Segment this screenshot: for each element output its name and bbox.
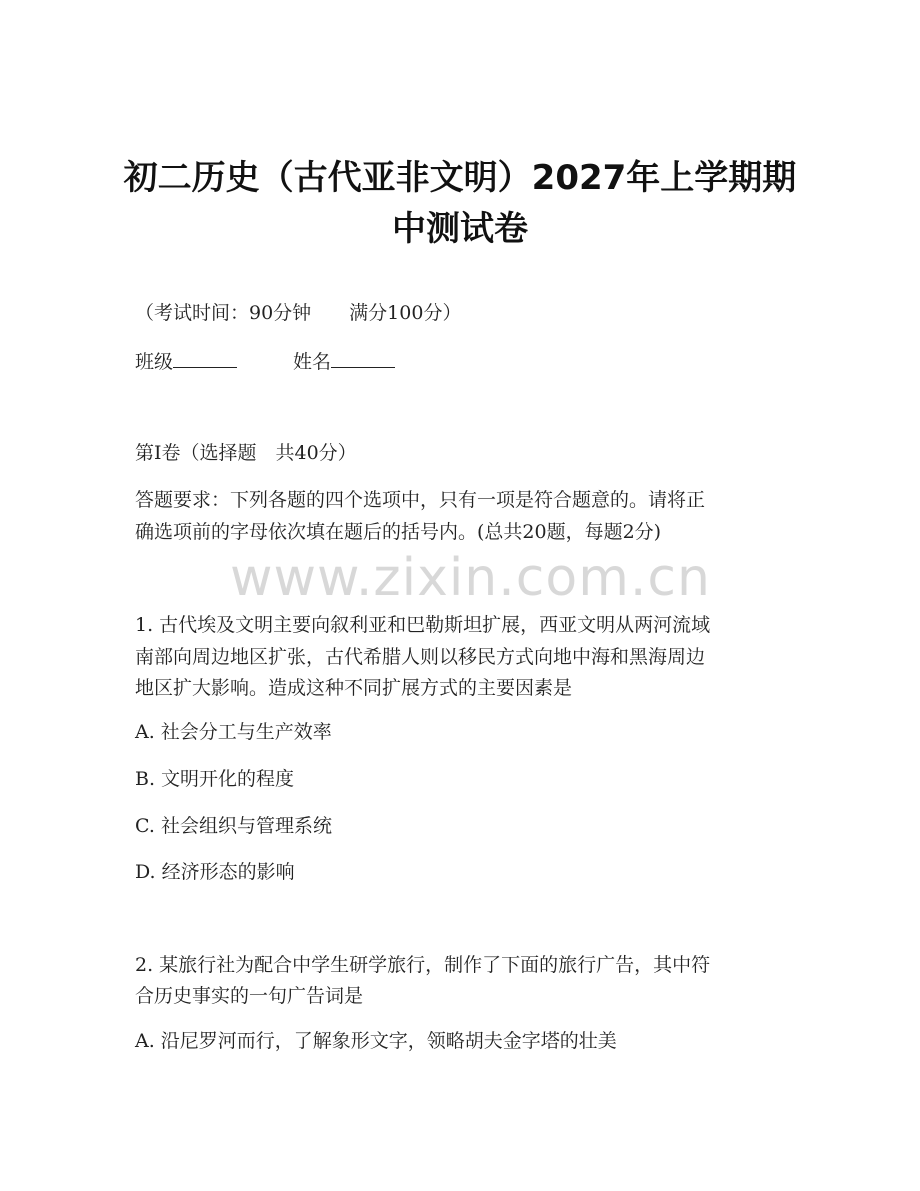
class-blank[interactable] <box>173 347 237 368</box>
question-1-stem-line-2: 南部向周边地区扩张，古代希腊人则以移民方式向地中海和黑海周边 <box>135 646 706 668</box>
name-label: 姓名 <box>293 351 332 373</box>
instructions-line-2: 确选项前的字母依次填在题后的括号内。(总共20题，每题2分) <box>135 521 662 543</box>
question-1-option-a: A. 社会分工与生产效率 <box>135 721 332 743</box>
name-blank[interactable] <box>331 347 395 368</box>
question-1-option-b: B. 文明开化的程度 <box>135 768 295 790</box>
class-label: 班级 <box>135 351 174 373</box>
question-1-stem-line-3: 地区扩大影响。造成这种不同扩展方式的主要因素是 <box>135 677 573 699</box>
question-1-stem-line-1: 1. 古代埃及文明主要向叙利亚和巴勒斯坦扩展，西亚文明从两河流域 <box>135 614 711 636</box>
watermark: www.zixin.com.cn <box>230 548 711 608</box>
question-2-stem-line-1: 2. 某旅行社为配合中学生研学旅行，制作了下面的旅行广告，其中符 <box>135 954 711 976</box>
exam-info: （考试时间：90分钟 满分100分） <box>135 302 462 324</box>
question-1-option-d: D. 经济形态的影响 <box>135 861 295 883</box>
question-2-stem-line-2: 合历史事实的一句广告词是 <box>135 985 364 1007</box>
question-2-option-a: A. 沿尼罗河而行，了解象形文字，领略胡夫金字塔的壮美 <box>135 1030 617 1052</box>
exam-title-line-1: 初二历史（古代亚非文明）2027年上学期期 <box>123 158 797 198</box>
question-1-option-c: C. 社会组织与管理系统 <box>135 815 332 837</box>
exam-title-line-2: 中测试卷 <box>392 209 528 249</box>
instructions-line-1: 答题要求：下列各题的四个选项中，只有一项是符合题意的。请将正 <box>135 489 706 511</box>
section-heading: 第Ⅰ卷（选择题 共40分） <box>135 442 357 464</box>
student-fields <box>135 347 395 377</box>
